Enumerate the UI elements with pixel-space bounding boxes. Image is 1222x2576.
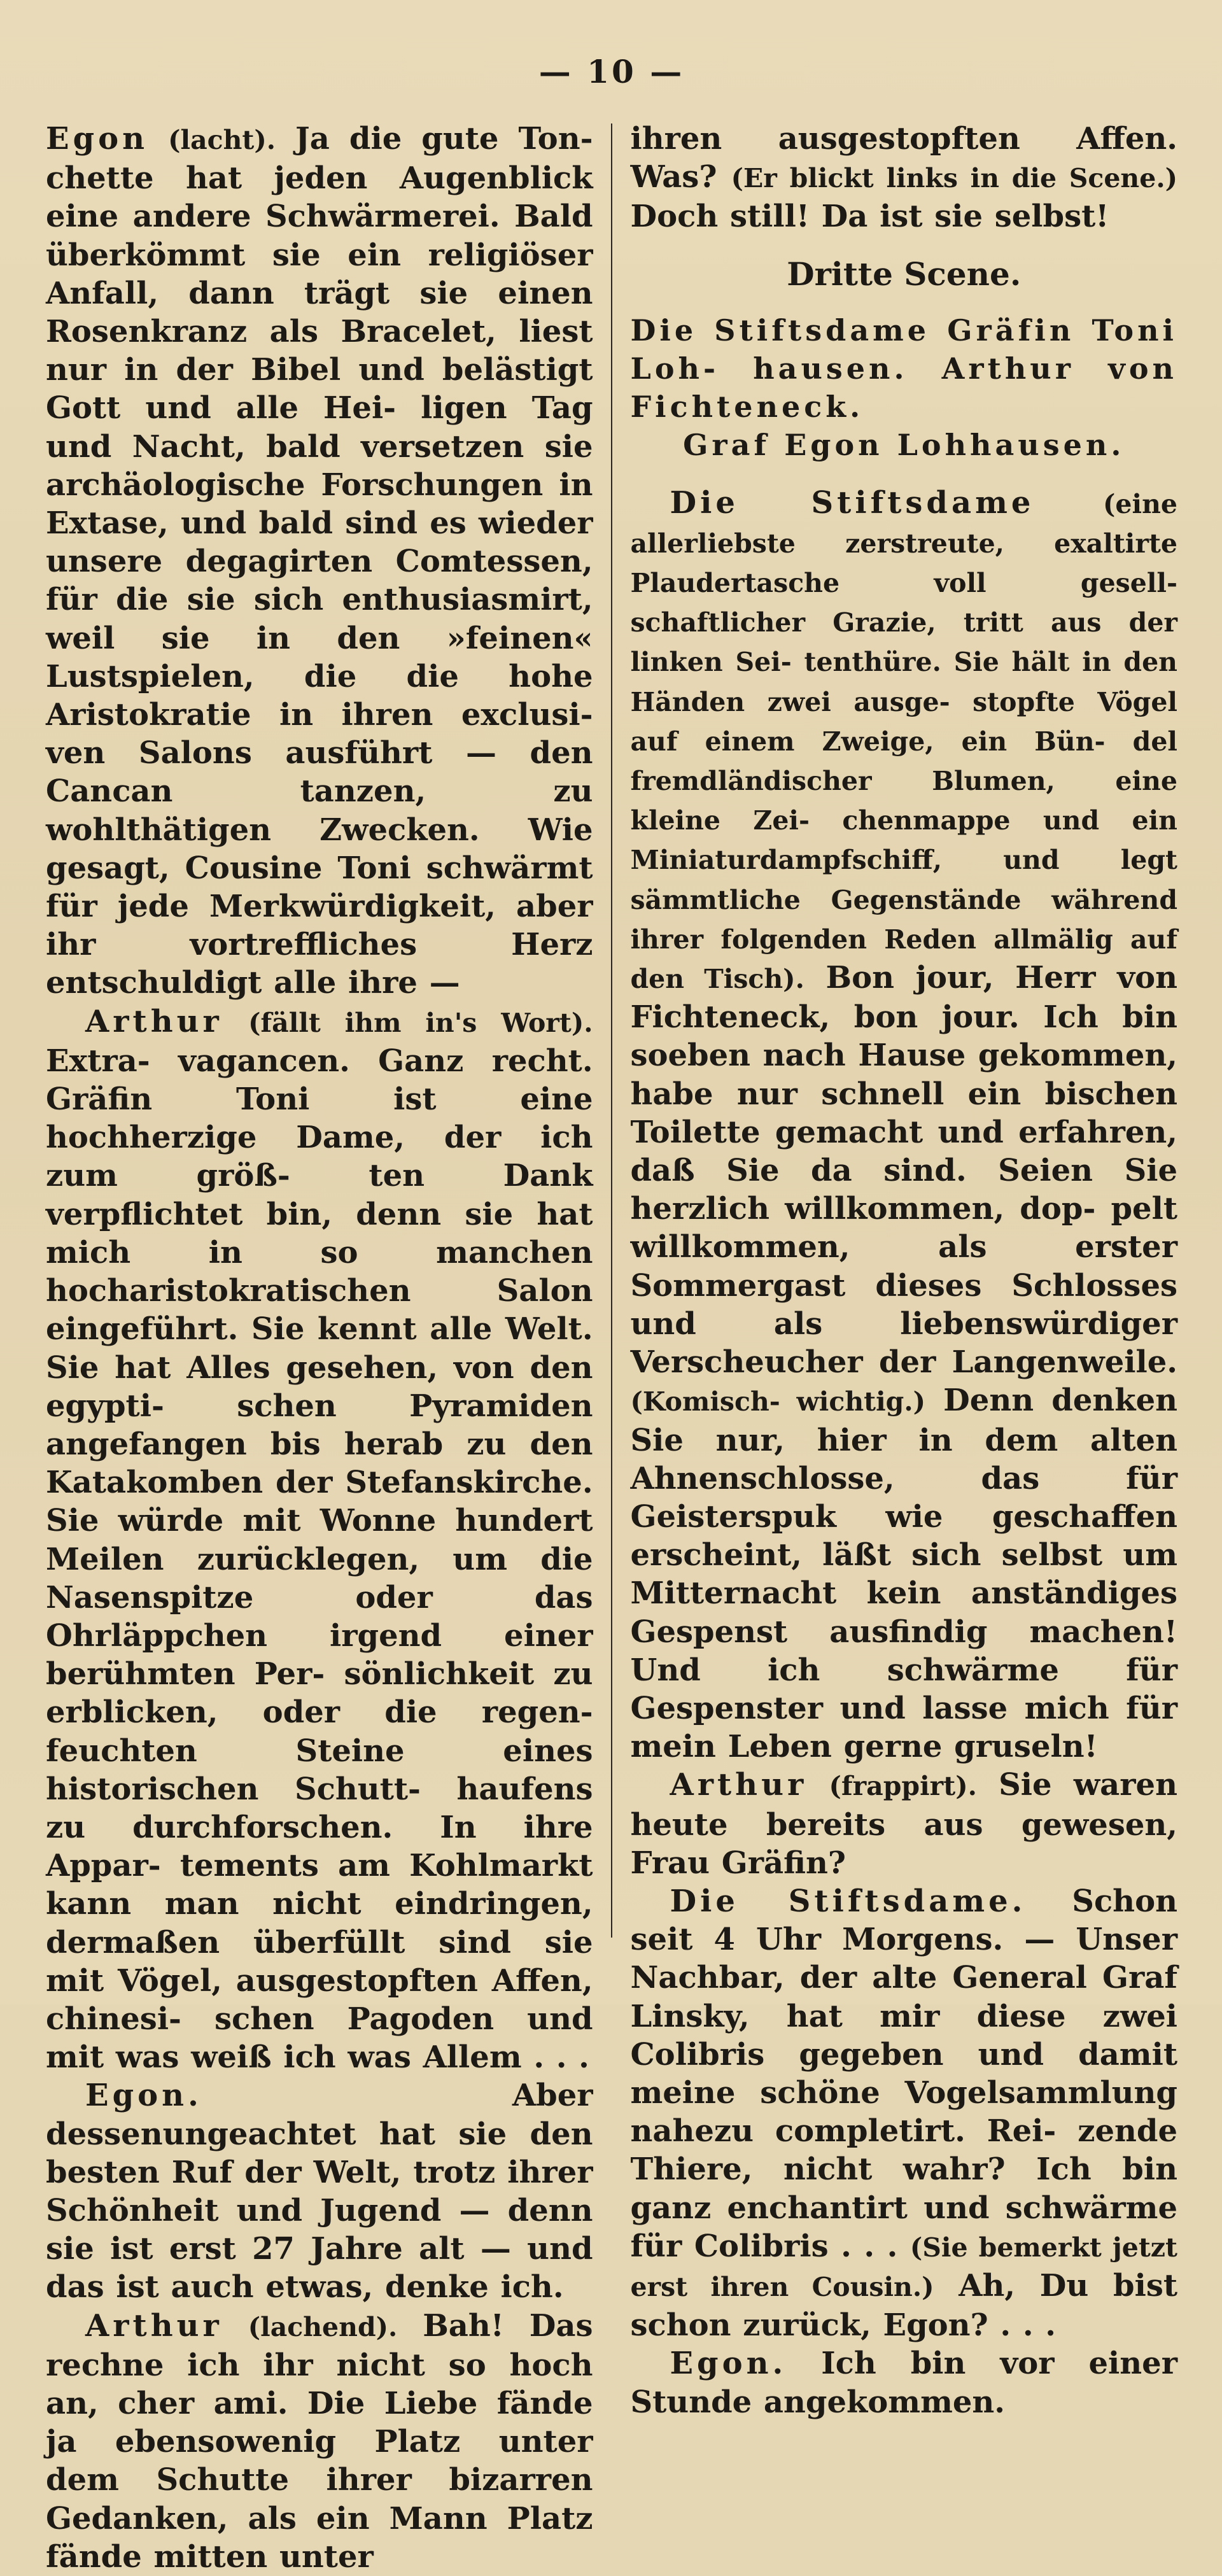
speaker-name: Arthur [85, 1003, 223, 1039]
paragraph-text: Denn denken Sie nur, hier in dem alten Ahnenschlosse, das für Geisterspuk wie geschaffen erscheint, läßt sich selbst um Mitternacht kein anständiges Gespenst ausfindig machen! Und ich schwärme für Gespenster und lasse mich für mein Leben gerne gruseln! [630, 1383, 1177, 1765]
paragraph-text: ihren ausgestopften Affen. Was? [630, 121, 1177, 195]
paragraph-continuation [630, 120, 1177, 236]
two-column-body [46, 120, 1177, 2576]
speaker-name: Egon. [670, 2346, 787, 2382]
paragraph-text: Doch still! Da ist sie selbst! [630, 199, 1109, 235]
right-column [612, 120, 1177, 2576]
paragraph-text: Ja die gute Ton- chette hat jeden Augenblick eine andere Schwärmerei. Bald überkömmt sie ein religiöser Anfall, dann trägt sie einen Rosenkranz als Bracelet, liest nur in der Bibel und belästigt Gott und alle Hei- ligen Tag und Nacht, bald versetzen sie archäologische Forschungen in Extase, und bald sind es wieder unsere degagirten Comtessen, für die sie sich enthusiasmirt, weil sie in den »feinen« Lustspielen, die die hohe Aristokratie in ihren exclusi- ven Salons ausführt — den Cancan tanzen, zu wohlthätigen Zwecken. Wie gesagt, Cousine Toni schwärmt für jede Merkwürdigkeit, aber ihr vortreffliches Herz entschuldigt alle ihre — [46, 121, 593, 1001]
page-number: — 10 — [538, 53, 685, 90]
paragraph-arthur-1 [46, 1003, 593, 2077]
cast-list [630, 311, 1177, 465]
paragraph-text: Schon seit 4 Uhr Morgens. — Unser Nachbar, der alte General Graf Linsky, hat mir diese zwei Colibris gegeben und damit meine schöne Vogelsammlung nahezu completirt. Rei- zende Thiere, nicht wahr? Ich bin ganz enchantirt und schwärme für Colibris . . . [630, 1883, 1177, 2264]
paragraph-text: Ah, Du bist schon zurück, Egon? . . . [630, 2267, 1178, 2344]
paragraph-text: Extra- vagancen. Ganz recht. Gräfin Toni ist eine hochherzige Dame, der ich zum größ- ten Dank verpflichtet bin, denn sie hat mich in so manchen hocharistokratischen Salon eingeführt. Sie kennt alle Welt. Sie hat Alles gesehen, von den egypti- schen Pyramiden angefangen bis herab zu den Katakomben der Stefanskirche. Sie würde mit Wonne hundert Meilen zurücklegen, um die Nasenspitze oder das Ohrläppchen irgend einer berühmten Per- sönlichkeit zu erblicken, oder die regen- feuchten Steine eines historischen Schutt- haufens zu durchforschen. In ihre Appar- tements am Kohlmarkt kann man nicht eindringen, dermaßen überfüllt sind sie mit Vögel, ausgestopften Affen, chinesi- schen Pagoden und mit was weiß ich was Allem . . . [46, 1043, 593, 2076]
stage-direction: (Komisch- wichtig.) [630, 1386, 926, 1418]
paragraph-text: Bon jour, Herr von Fichteneck, bon jour. Ich bin soeben nach Hause gekommen, habe nur schnell ein bischen Toilette gemacht und erfahren, daß Sie da sind. Seien Sie herzlich willkommen, dop- pelt willkommen, als erster Sommergast dieses Schlosses und als liebenswürdiger Verscheucher der Langenweile. [630, 960, 1177, 1381]
stage-direction: (lacht). [168, 125, 276, 155]
speaker-name: Die Stiftsdame. [670, 1883, 1027, 1919]
paragraph-arthur-3 [630, 1766, 1177, 1882]
paragraph-stiftsdame-1 [630, 484, 1177, 1766]
paragraph-egon-1 [46, 120, 593, 1003]
paragraph-text: Ich bin vor einer Stunde angekommen. [630, 2346, 1177, 2420]
paragraph-text: Bah! Das rechne ich ihr nicht so hoch an, cher ami. Die Liebe fände ja ebensowenig Platz unter dem Schutte ihrer bizarren Gedanken, als ein Mann Platz fände mitten unter [46, 2307, 593, 2575]
paragraph-egon-2 [46, 2076, 593, 2306]
paragraph-arthur-2 [46, 2307, 593, 2576]
paragraph-text: Sie waren heute bereits aus gewesen, Frau Gräfin? [630, 1767, 1177, 1881]
speaker-name: Egon [46, 121, 149, 157]
speaker-name: Die Stiftsdame [670, 484, 1035, 521]
speaker-name: Arthur [85, 2307, 223, 2344]
cast-line: Die Stiftsdame Gräfin Toni Loh- hausen. Arthur von Fichteneck. [630, 313, 1177, 425]
speaker-name: Egon. [85, 2078, 202, 2114]
paragraph-egon-3 [630, 2344, 1177, 2421]
stage-direction: (Er blickt links in die Scene.) [731, 163, 1178, 194]
cast-line: Graf Egon Lohhausen. [683, 428, 1125, 463]
scene-heading: Dritte Scene. [787, 255, 1022, 293]
speaker-name: Arthur [670, 1767, 808, 1803]
paragraph-stiftsdame-2 [630, 1882, 1177, 2344]
left-column [46, 120, 611, 2576]
paragraph-text: Aber dessenungeachtet hat sie den besten Ruf der Welt, trotz ihrer Schönheit und Jugend — denn sie ist erst 27 Jahre alt — und das ist auch etwas, denke ich. [46, 2078, 593, 2305]
stage-direction: (fällt ihm in's Wort). [248, 1007, 593, 1038]
stage-direction: (eine allerliebste zerstreute, exaltirte Plaudertasche voll gesell- schaftlicher Grazie, tritt aus der linken Sei- tenthüre. Sie hält in den Händen zwei ausge- stopfte Vögel auf einem Zweige, ein Bün- del fremdländischer Blumen, eine kleine Zei- chenmappe und ein Miniaturdampfschiff, und legt sämmtliche Gegenstände während ihrer folgenden Reden allmälig auf den Tisch). [630, 488, 1177, 995]
stage-direction: (frappirt). [829, 1771, 977, 1802]
stage-direction: (lachend). [248, 2311, 398, 2342]
stage-direction: (Sie bemerkt jetzt erst ihren Cousin.) [630, 2232, 1177, 2302]
